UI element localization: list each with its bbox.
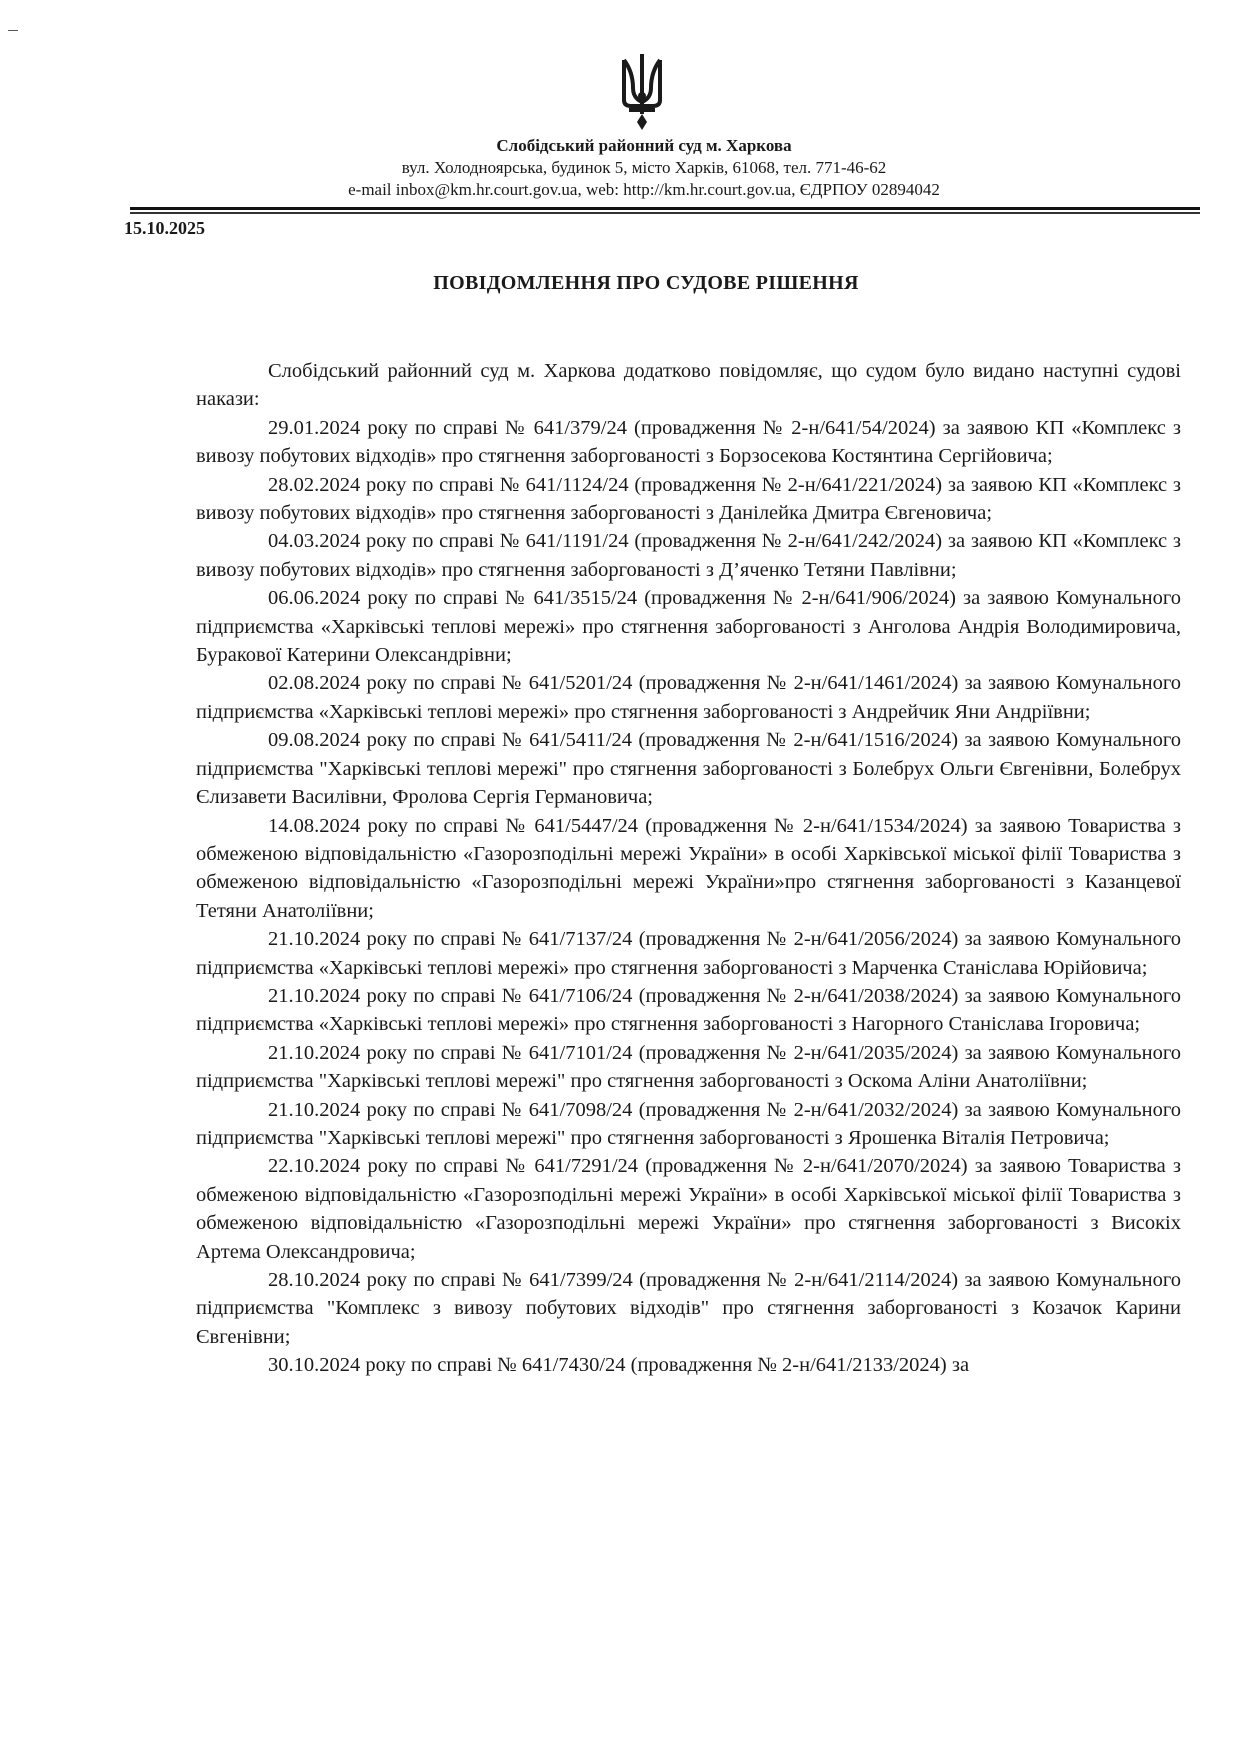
court-name: Слобідський районний суд м. Харкова — [496, 136, 792, 155]
court-order-item: 21.10.2024 року по справі № 641/7106/24 (провадження № 2-н/641/2038/2024) за заявою Комунального підприємства «Харківські теплові мережі» про стягнення заборгованості з Нагорного Станіслава Ігоровича; — [196, 984, 1181, 1036]
court-order-item: 21.10.2024 року по справі № 641/7137/24 (провадження № 2-н/641/2056/2024) за заявою Комунального підприємства «Харківські теплові мережі» про стягнення заборгованості з Марченка Станіслава Юрійовича; — [196, 928, 1181, 979]
court-order-item: 06.06.2024 року по справі № 641/3515/24 (провадження № 2-н/641/906/2024) за заявою Комунального підприємства «Харківські теплові мережі» про стягнення заборгованості з Анголова Андрія Володимировича, Буракової Катерини Олександрівни; — [196, 587, 1181, 667]
letterhead-divider-thick — [130, 207, 1200, 210]
court-order-item: 02.08.2024 року по справі № 641/5201/24 (провадження № 2-н/641/1461/2024) за заявою Комунального підприємства «Харківські теплові мережі» про стягнення заборгованості з Андрейчик Яни Андріївни; — [196, 672, 1181, 723]
court-order-item: 29.01.2024 року по справі № 641/379/24 (провадження № 2-н/641/54/2024) за заявою КП «Комплекс з вивозу побутових відходів» про стягнення заборгованості з Борзосекова Костянтина Сергійовича; — [196, 416, 1181, 468]
court-contacts: e-mail inbox@km.hr.court.gov.ua, web: http://km.hr.court.gov.ua, ЄДРПОУ 02894042 — [348, 180, 940, 199]
court-order-item: 22.10.2024 року по справі № 641/7291/24 (провадження № 2-н/641/2070/2024) за заявою Товариства з обмеженою відповідальністю «Газорозподільні мережі України» в особі Харківської міської філії Товариства з обмеженою відповідальністю «Газорозподільні мережі України» про стягнення заборгованості з Високіх Артема Олександровича; — [196, 1155, 1181, 1263]
document-date: 15.10.2025 — [124, 218, 205, 238]
letterhead-divider-thin — [130, 212, 1200, 214]
court-order-item: 21.10.2024 року по справі № 641/7101/24 (провадження № 2-н/641/2035/2024) за заявою Комунального підприємства "Харківські теплові мережі" про стягнення заборгованості з Оскома Аліни Анатоліївни; — [196, 1041, 1181, 1093]
court-order-item: 28.02.2024 року по справі № 641/1124/24 (провадження № 2-н/641/221/2024) за заявою КП «Комплекс з вивозу побутових відходів» про стягнення заборгованості з Данілейка Дмитра Євгеновича; — [196, 473, 1181, 525]
court-order-item: 28.10.2024 року по справі № 641/7399/24 (провадження № 2-н/641/2114/2024) за заявою Комунального підприємства "Комплекс з вивозу побутових відходів" про стягнення заборгованості з Козачок Карини Євгенівни; — [196, 1269, 1181, 1348]
court-letterhead — [0, 135, 1244, 201]
court-address: вул. Холодноярська, будинок 5, місто Харків, 61068, тел. 771-46-62 — [401, 158, 887, 177]
court-order-item: 14.08.2024 року по справі № 641/5447/24 (провадження № 2-н/641/1534/2024) за заявою Товариства з обмеженою відповідальністю «Газорозподільні мережі України» в особі Харківської міської філії Товариства з обмеженою відповідальністю «Газорозподільні мережі України»про стягнення заборгованості з Казанцевої Тетяни Анатоліївни; — [196, 814, 1181, 922]
document-title: ПОВІДОМЛЕННЯ ПРО СУДОВЕ РІШЕННЯ — [433, 272, 859, 294]
court-order-item: 21.10.2024 року по справі № 641/7098/24 (провадження № 2-н/641/2032/2024) за заявою Комунального підприємства "Харківські теплові мережі" про стягнення заборгованості з Ярошенка Віталія Петровича; — [196, 1098, 1181, 1149]
scan-corner-mark — [8, 30, 18, 31]
document-body — [196, 357, 1181, 1380]
intro-paragraph: Слобідський районний суд м. Харкова додатково повідомляє, що судом було видано наступні судові накази: — [196, 360, 1181, 411]
court-order-item: 09.08.2024 року по справі № 641/5411/24 (провадження № 2-н/641/1516/2024) за заявою Комунального підприємства "Харківські теплові мережі" про стягнення заборгованості з Болебрух Ольги Євгенівни, Болебрух Єлизавети Василівни, Фролова Сергія Германовича; — [196, 729, 1181, 809]
court-order-item: 04.03.2024 року по справі № 641/1191/24 (провадження № 2-н/641/242/2024) за заявою КП «Комплекс з вивозу побутових відходів» про стягнення заборгованості з Д’яченко Тетяни Павлівни; — [196, 530, 1181, 581]
tryzub-coat-of-arms-icon — [619, 52, 665, 130]
court-order-item: 30.10.2024 року по справі № 641/7430/24 (провадження № 2-н/641/2133/2024) за — [268, 1354, 970, 1377]
